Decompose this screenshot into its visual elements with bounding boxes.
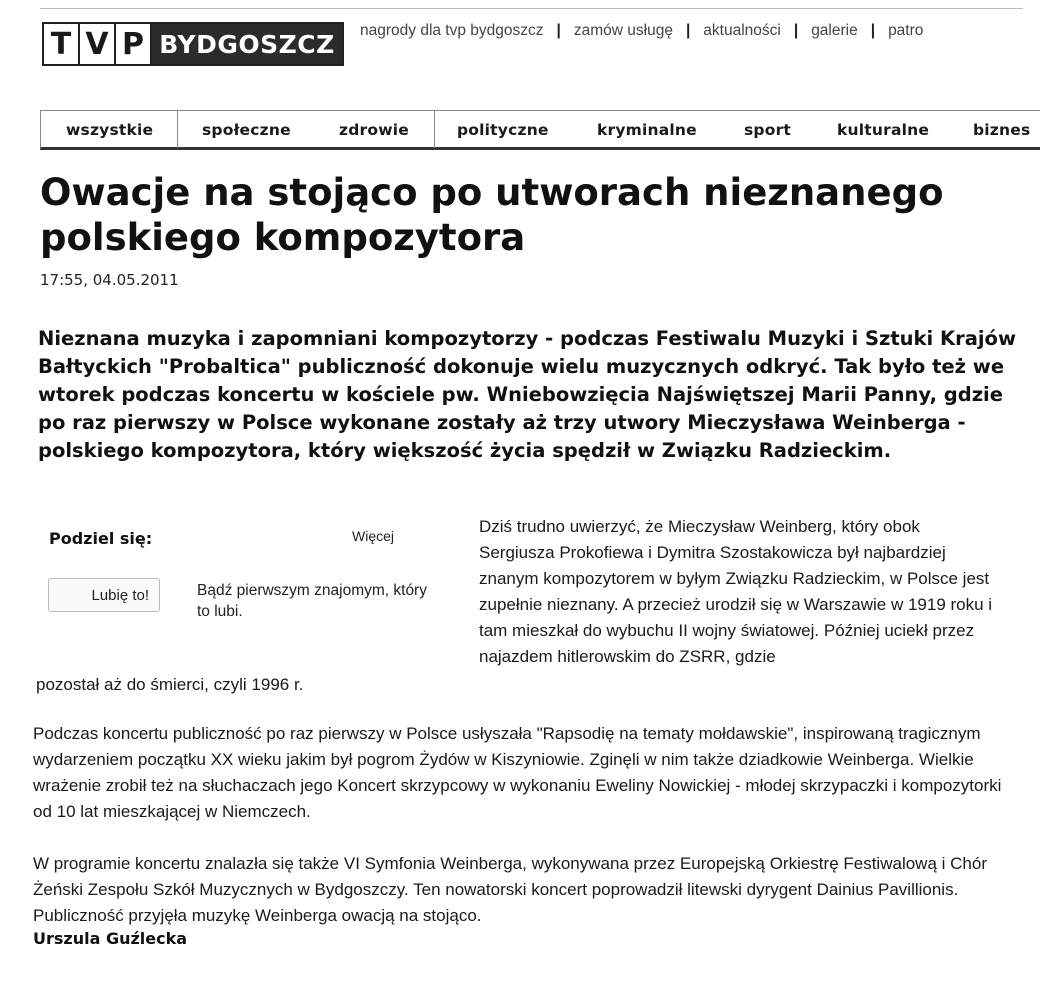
category-tab-business[interactable]: biznes	[973, 121, 1031, 139]
top-link-galleries[interactable]: galerie	[811, 22, 858, 39]
category-tab-political[interactable]: polityczne	[457, 121, 549, 139]
article-paragraph-3: W programie koncertu znalazła się także VI Symfonia Weinberga, wykonywana przez Europejską Orkiestrę Festiwalową i Chór Żeński Zespołu Szkół Muzycznych w Bydgoszczy. Ten nowatorski koncert poprowadził litewski dyrygent Dainius Pavillionis. Publiczność przyjęła muzykę Weinberga owacją na stojąco.	[33, 854, 987, 925]
article-body-column: Dziś trudno uwierzyć, że Mieczysław Weinberg, który obok Sergiusza Prokofiewa i Dymitra Szostakowicza był najbardziej znanym kompozytorem w byłym Związku Radzieckim, w Polsce jest zupełnie nieznany. A przecież urodził się w Warszawie w 1919 roku i tam mieszkał do wybuchu II wojny światowej. Później uciekł przez najazdem hitlerowskim do ZSRR, gdzie	[479, 517, 993, 666]
category-tab-health[interactable]: zdrowie	[339, 121, 409, 139]
like-button-label: Lubię to!	[91, 586, 149, 604]
category-tab-criminal[interactable]: kryminalne	[597, 121, 697, 139]
top-link-awards[interactable]: nagrody dla tvp bydgoszcz	[360, 22, 544, 39]
article-paragraph-2: Podczas koncertu publiczność po raz pierwszy w Polsce usłyszała "Rapsodię na tematy mołdawskie", inspirowaną tragicznym wydarzeniem początku XX wieku jakim był pogrom Żydów w Kiszyniowie. Zginęli w nim także dziadkowie Weinberga. Wielkie wrażenie zrobił też na słuchaczach jego Koncert skrzypcowy w wykonaniu Eweliny Nowickiej - młodej skrzypaczki i kompozytorki od 10 lat mieszkającej w Niemczech.	[33, 724, 1002, 821]
category-tab-cultural[interactable]: kulturalne	[837, 121, 930, 139]
article-lead: Nieznana muzyka i zapomniani kompozytorzy - podczas Festiwalu Muzyki i Sztuki Krajów Bałtyckich "Probaltica" publiczność dokonuje wielu muzycznych odkryć. Tak było też we wtorek podczas koncertu w kościele pw. Wniebowzięcia Najświętszej Marii Panny, gdzie po raz pierwszy w Polsce wykonane zostały aż trzy utwory Mieczysława Weinberga - polskiego kompozytora, który większość życia spędził w Związku Radzieckim.	[38, 327, 1016, 462]
top-links	[360, 22, 923, 40]
top-link-order-service[interactable]: zamów usługę	[573, 22, 673, 39]
category-tab-sport[interactable]: sport	[744, 121, 792, 139]
category-nav	[40, 110, 1040, 150]
logo-city: BYDGOSZCZ	[152, 24, 342, 64]
top-link-news[interactable]: aktualności	[703, 22, 781, 39]
top-link-patronage[interactable]: patro	[888, 22, 924, 39]
top-divider	[40, 8, 1023, 9]
top-link-separator: |	[685, 22, 691, 39]
article-body-continuation: pozostał aż do śmierci, czyli 1996 r.	[36, 675, 304, 694]
tvp-bydgoszcz-logo[interactable]	[42, 22, 344, 66]
category-divider	[177, 111, 178, 148]
top-link-separator: |	[793, 22, 799, 39]
top-link-separator: |	[556, 22, 561, 39]
logo-letter-t: T	[44, 24, 80, 64]
article-title: Owacje na stojąco po utworach nieznanego polskiego kompozytora	[40, 171, 944, 259]
like-note: Bądź pierwszym znajomym, który to lubi.	[197, 582, 427, 620]
category-tab-all[interactable]: wszystkie	[66, 121, 154, 139]
article-timestamp: 17:55, 04.05.2011	[40, 271, 179, 289]
logo-letter-p: P	[116, 24, 152, 64]
category-divider	[434, 111, 435, 148]
top-link-separator: |	[870, 22, 876, 39]
like-button[interactable]	[48, 578, 160, 612]
article-author: Urszula Guźlecka	[33, 929, 188, 948]
category-tab-social[interactable]: społeczne	[202, 121, 291, 139]
share-more-link[interactable]: Więcej	[352, 528, 395, 544]
share-label: Podziel się:	[49, 529, 153, 548]
logo-letter-v: V	[80, 24, 116, 64]
